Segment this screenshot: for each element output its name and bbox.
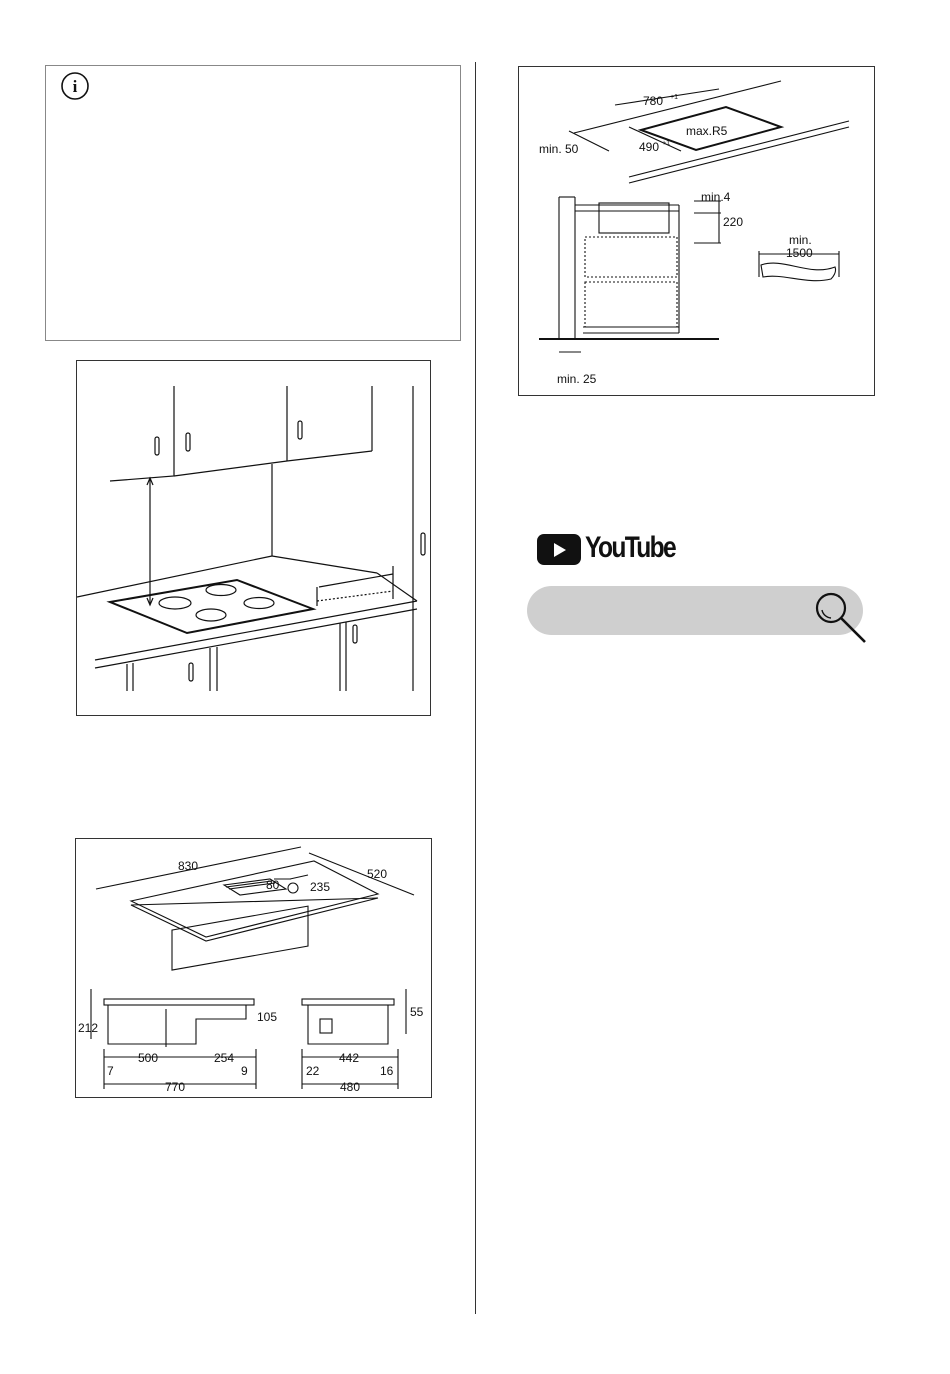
svg-text:490: 490 xyxy=(639,140,660,154)
svg-text:max.R5: max.R5 xyxy=(686,124,728,138)
youtube-wordmark: YouTube xyxy=(585,531,676,564)
svg-text:min.4: min.4 xyxy=(701,190,731,204)
svg-text:+1: +1 xyxy=(662,140,670,147)
installation-diagram xyxy=(518,66,875,396)
svg-text:780: 780 xyxy=(643,94,664,108)
kitchen-drawing xyxy=(77,361,430,715)
svg-text:80: 80 xyxy=(266,878,280,892)
dimensions-diagram xyxy=(75,838,432,1098)
svg-text:7: 7 xyxy=(107,1064,114,1078)
svg-text:220: 220 xyxy=(723,215,744,229)
svg-text:105: 105 xyxy=(257,1010,278,1024)
dimensions-drawing xyxy=(76,839,431,1097)
svg-text:442: 442 xyxy=(339,1051,360,1065)
column-divider xyxy=(475,62,476,1314)
svg-text:520: 520 xyxy=(367,867,388,881)
svg-text:9: 9 xyxy=(241,1064,248,1078)
installation-drawing xyxy=(519,67,874,395)
svg-text:min.: min. xyxy=(789,233,812,247)
svg-text:min. 25: min. 25 xyxy=(557,372,597,386)
search-icon[interactable] xyxy=(811,588,871,648)
svg-text:1500: 1500 xyxy=(786,246,813,260)
svg-text:212: 212 xyxy=(78,1021,99,1035)
svg-text:235: 235 xyxy=(310,880,331,894)
kitchen-illustration xyxy=(76,360,431,716)
svg-text:770: 770 xyxy=(165,1080,186,1094)
svg-text:254: 254 xyxy=(214,1051,235,1065)
info-box xyxy=(45,65,461,341)
svg-text:830: 830 xyxy=(178,859,199,873)
info-icon xyxy=(59,70,91,102)
svg-text:+1: +1 xyxy=(670,94,678,101)
svg-text:22: 22 xyxy=(306,1064,320,1078)
search-bar[interactable] xyxy=(527,586,863,635)
svg-text:500: 500 xyxy=(138,1051,159,1065)
svg-text:16: 16 xyxy=(380,1064,394,1078)
play-icon xyxy=(537,534,581,565)
svg-text:i: i xyxy=(72,77,78,96)
svg-text:480: 480 xyxy=(340,1080,361,1094)
svg-text:min. 50: min. 50 xyxy=(539,142,579,156)
svg-text:55: 55 xyxy=(410,1005,424,1019)
youtube-logo xyxy=(537,531,687,569)
